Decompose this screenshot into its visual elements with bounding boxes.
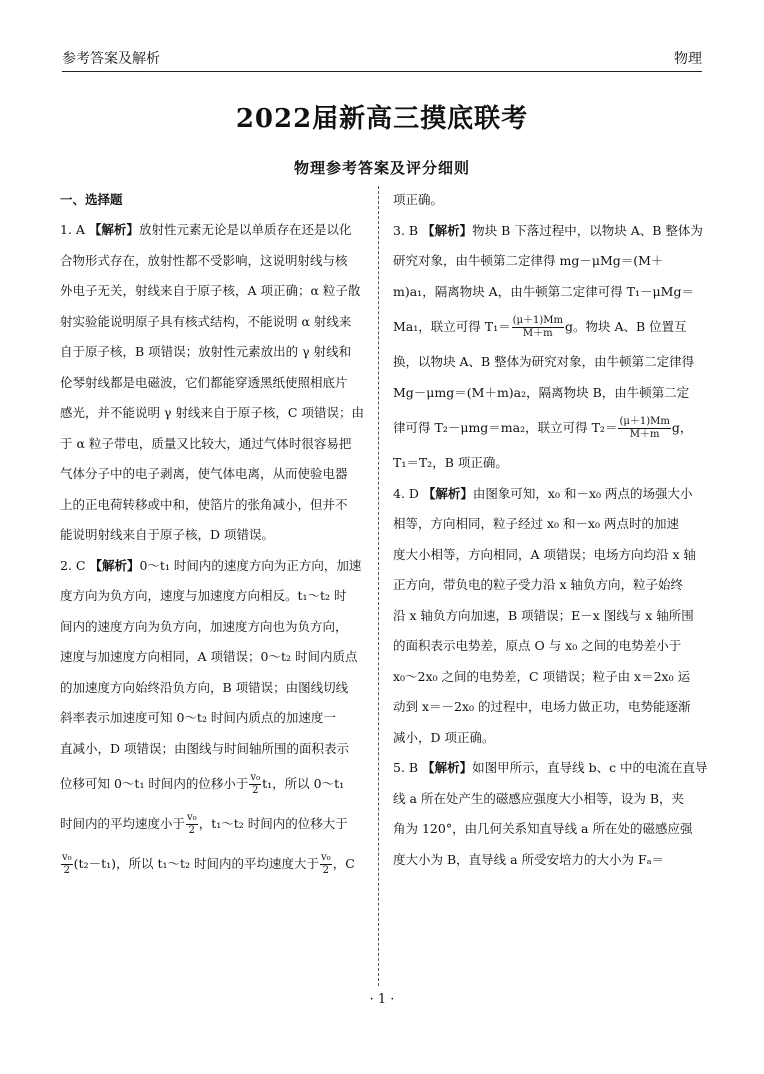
q1-analysis-tag: 【解析】 bbox=[88, 222, 139, 237]
q1-line: 上的正电荷转移或中和，使箔片的张角减小，但并不 bbox=[60, 496, 348, 512]
q4-line: 由图象可知，x₀ 和－x₀ 两点的场强大小 bbox=[472, 485, 693, 501]
q3-text: g， bbox=[671, 420, 693, 435]
q1-line: 伦琴射线都是电磁波，它们都能穿透黑纸使照相底片 bbox=[60, 374, 348, 390]
header-rule bbox=[62, 71, 702, 72]
q3-line: 研究对象，由牛顿第二定律得 mg－μMg＝(M＋ bbox=[393, 253, 664, 268]
q4-line: 正方向，带负电的粒子受力沿 x 轴负方向，粒子始终 bbox=[393, 577, 683, 592]
q2-text: 位移可知 0～t₁ 时间内的位移小于 bbox=[60, 776, 249, 791]
q1-line: 合物形式存在，放射性都不受影响，这说明射线与核 bbox=[60, 252, 348, 268]
q3-number: 3. B bbox=[393, 222, 419, 238]
page-title: 2022届新高三摸底联考 bbox=[235, 104, 529, 134]
q3-text: g。物块 A、B 位置互 bbox=[564, 319, 687, 334]
fraction-denominator: 2 bbox=[188, 825, 196, 836]
fraction-numerator: v₀ bbox=[187, 812, 197, 823]
fraction-numerator: v₀ bbox=[321, 852, 331, 863]
fraction-denominator: M＋m bbox=[629, 429, 660, 440]
fraction bbox=[618, 416, 670, 441]
q2-line: 速度与加速度方向相同，A 项错误；0～t₂ 时间内质点 bbox=[60, 649, 358, 664]
question-5 bbox=[393, 753, 708, 875]
right-column bbox=[393, 185, 708, 875]
q3-text: 律可得 T₂－μmg＝ma₂，联立可得 T₂＝ bbox=[393, 420, 618, 435]
page-header bbox=[62, 44, 702, 72]
q3-line: 物块 B 下落过程中，以物块 A、B 整体为 bbox=[472, 222, 703, 238]
q5-line: 线 a 所在处产生的磁感应强度大小相等，设为 B，夹 bbox=[393, 790, 685, 806]
fraction-numerator: (μ＋1)Mm bbox=[619, 416, 670, 427]
q2-text: ，t₁～t₂ 时间内的位移大于 bbox=[198, 816, 348, 831]
fraction bbox=[320, 852, 332, 877]
fraction-numerator: (μ＋1)Mm bbox=[512, 315, 563, 326]
fraction-denominator: 2 bbox=[252, 785, 259, 796]
q1-line: 自于原子核，B 项错误；放射性元素放出的 γ 射线和 bbox=[60, 344, 352, 359]
q5-analysis-tag: 【解析】 bbox=[422, 760, 473, 775]
q2-line bbox=[60, 804, 360, 844]
page-number: · 1 · bbox=[369, 992, 395, 1007]
question-3 bbox=[393, 216, 703, 479]
fraction-denominator: 2 bbox=[63, 865, 71, 876]
column-divider bbox=[378, 186, 379, 986]
fraction-denominator: 2 bbox=[322, 865, 330, 876]
q2-number: 2. C bbox=[60, 557, 86, 573]
q2-line: 0～t₁ 时间内的速度方向为正方向，加速 bbox=[139, 557, 362, 573]
q4-line: 相等，方向相同，粒子经过 x₀ 和－x₀ 两点时的加速 bbox=[393, 516, 680, 531]
q1-line: 感光，并不能说明 γ 射线来自于原子核，C 项错误；由 bbox=[60, 405, 364, 420]
q4-analysis-tag: 【解析】 bbox=[422, 485, 473, 501]
q1-line: 放射性元素无论是以单质存在还是以化 bbox=[138, 222, 352, 237]
q3-line: T₁＝T₂，B 项正确。 bbox=[393, 455, 508, 470]
section-heading: 一、选择题 bbox=[60, 192, 123, 207]
q2-text: (t₂－t₁)，所以 t₁～t₂ 时间内的平均速度大于 bbox=[73, 856, 320, 871]
q2-line bbox=[60, 844, 360, 884]
q2-text: ，C bbox=[332, 856, 355, 871]
q5-line: 如图甲所示，直导线 b、c 中的电流在直导 bbox=[472, 760, 708, 775]
fraction-numerator: v₀ bbox=[250, 772, 261, 783]
q1-line: 射实验能说明原子具有核式结构，不能说明 α 射线来 bbox=[60, 313, 352, 329]
q3-line: 换，以物块 A、B 整体为研究对象，由牛顿第二定律得 bbox=[393, 354, 695, 369]
q3-line: m)a₁，隔离物块 A，由牛顿第二定律可得 T₁－μMg＝ bbox=[393, 283, 694, 299]
q2-text: t₁，所以 0～t₁ bbox=[262, 776, 345, 791]
fraction bbox=[512, 315, 564, 340]
q1-line: 于 α 粒子带电，质量又比较大，通过气体时很容易把 bbox=[60, 435, 352, 451]
question-2 bbox=[60, 551, 360, 885]
q5-line: 角为 120°，由几何关系知直导线 a 所在处的磁感应强 bbox=[393, 821, 693, 836]
q2-continuation: 项正确。 bbox=[393, 192, 444, 207]
q3-text: Ma₁，联立可得 T₁＝ bbox=[393, 319, 511, 334]
q4-line: 动到 x＝－2x₀ 的过程中，电场力做正功，电势能逐渐 bbox=[393, 699, 691, 714]
q2-line: 度方向为负方向，速度与加速度方向相反。t₁～t₂ 时 bbox=[60, 588, 347, 603]
q4-line: 的面积表示电势差，原点 O 与 x₀ 之间的电势差小于 bbox=[393, 638, 682, 653]
q2-line bbox=[60, 764, 360, 804]
q4-number: 4. D bbox=[393, 485, 419, 501]
fraction bbox=[61, 852, 73, 877]
page-subtitle: 物理参考答案及评分细则 bbox=[293, 159, 470, 177]
fraction bbox=[186, 812, 198, 837]
header-left-label: 参考答案及解析 bbox=[62, 51, 160, 67]
q3-analysis-tag: 【解析】 bbox=[422, 222, 473, 238]
q5-line: 度大小为 B，直导线 a 所受安培力的大小为 Fₐ＝ bbox=[393, 851, 665, 867]
q5-number: 5. B bbox=[393, 760, 419, 775]
q4-line: 沿 x 轴负方向加速，B 项错误；E－x 图线与 x 轴所围 bbox=[393, 607, 694, 623]
left-column bbox=[60, 185, 364, 884]
q1-number: 1. A bbox=[60, 222, 85, 237]
q1-line: 外电子无关，射线来自于原子核，A 项正确；α 粒子散 bbox=[60, 283, 361, 298]
question-1 bbox=[60, 215, 364, 551]
q3-line: Mg－μmg＝(M＋m)a₂，隔离物块 B，由牛顿第二定 bbox=[393, 384, 690, 400]
q4-line: 度大小相等，方向相同，A 项错误；电场方向均沿 x 轴 bbox=[393, 546, 696, 562]
q2-line: 直减小，D 项错误；由图线与时间轴所围的面积表示 bbox=[60, 740, 349, 756]
q2-analysis-tag: 【解析】 bbox=[89, 557, 140, 573]
q3-line bbox=[393, 408, 693, 448]
q2-line: 间内的速度方向为负方向，加速度方向也为负方向， bbox=[60, 618, 348, 634]
q4-line: x₀～2x₀ 之间的电势差，C 项错误；粒子由 x＝2x₀ 运 bbox=[393, 668, 691, 684]
fraction bbox=[249, 772, 261, 797]
q2-text: 时间内的平均速度小于 bbox=[60, 816, 186, 831]
question-4 bbox=[393, 479, 696, 754]
q2-line: 的加速度方向始终沿负方向，B 项错误；由图线切线 bbox=[60, 679, 349, 695]
q1-line: 能说明射线来自于原子核，D 项错误。 bbox=[60, 527, 274, 542]
q2-line: 斜率表示加速度可知 0～t₂ 时间内质点的加速度一 bbox=[60, 710, 336, 725]
fraction-numerator: v₀ bbox=[62, 852, 72, 863]
fraction-denominator: M＋m bbox=[522, 328, 553, 339]
header-right-label: 物理 bbox=[674, 51, 702, 67]
q1-line: 气体分子中的电子剥离，使气体电离，从而使验电器 bbox=[60, 466, 348, 481]
q3-line bbox=[393, 307, 693, 347]
q4-line: 减小，D 项正确。 bbox=[393, 729, 495, 745]
